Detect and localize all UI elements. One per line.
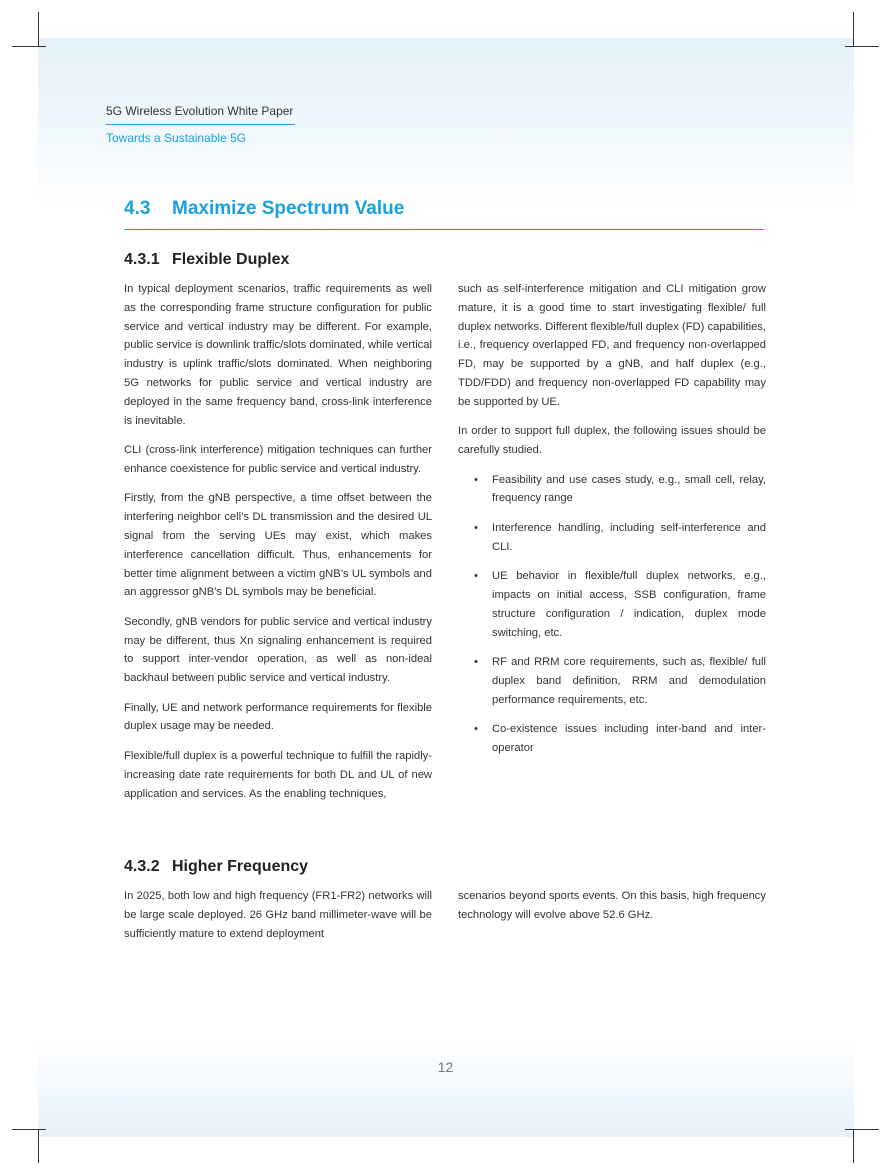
flexible-duplex-right-column: [458, 280, 766, 768]
crop-mark: [853, 1129, 854, 1163]
section-title: Maximize Spectrum Value: [172, 198, 405, 219]
bullet-icon: •: [474, 723, 478, 736]
crop-mark: [853, 12, 854, 46]
crop-mark: [845, 46, 879, 47]
crop-mark: [38, 1129, 39, 1163]
higher-frequency-right-column: [458, 887, 766, 935]
section-heading: [124, 198, 404, 220]
page-number: 12: [437, 1059, 454, 1075]
section-divider: [124, 229, 764, 230]
running-header-subtitle: Towards a Sustainable 5G: [106, 131, 247, 145]
subsection-number: 4.3.1: [124, 251, 160, 268]
subsection-title: Higher Frequency: [172, 858, 309, 875]
list-item: [458, 471, 766, 509]
flexible-duplex-left-column: [124, 280, 432, 814]
header-divider: [106, 124, 295, 125]
subsection-title: Flexible Duplex: [172, 251, 290, 268]
crop-mark: [38, 12, 39, 46]
list-item-text: RF and RRM core requirements, such as, flexible/ full duplex band definition, RRM and demodulation performance requirements, etc.: [492, 655, 766, 706]
running-header-title: 5G Wireless Evolution White Paper: [106, 104, 294, 118]
body-paragraph: such as self-interference mitigation and CLI mitigation grow mature, it is a good time to start investigating flexible/ full duplex networks. Different flexible/full duplex (FD) capabilities, i.e., frequency overlapped FD, and frequency non-overlapped FD, may be supported by a gNB, and half duplex (e.g., TDD/FDD) and frequency non-overlapped FD capability may be supported by UE.: [458, 283, 766, 408]
list-item: [458, 567, 766, 642]
bullet-icon: •: [474, 570, 478, 583]
crop-mark: [12, 1129, 46, 1130]
list-item: [458, 519, 766, 557]
subsection-heading-higher-frequency: [124, 858, 308, 876]
body-paragraph: Finally, UE and network performance requirements for flexible duplex usage may be needed.: [124, 701, 432, 733]
list-item: [458, 720, 766, 758]
body-paragraph: In typical deployment scenarios, traffic requirements as well as the corresponding frame structure configuration for public service and vertical industry may be different. For example, public service is downlink traffic/slots dominated, while vertical industry is uplink traffic/slots dominated. When neighboring 5G networks for public service and vertical industry are deployed in the same frequency band, cross-link interference is inevitable.: [124, 283, 432, 427]
crop-mark: [12, 46, 46, 47]
body-paragraph: Firstly, from the gNB perspective, a time offset between the interfering neighbor cell’s DL transmission and the desired UL signal from the serving UEs may exist, which makes interference cancellation difficult. Thus, enhancements for better time alignment between a victim gNB’s UL symbols and an aggressor gNB’s DL symbols may be beneficial.: [124, 492, 432, 599]
bullet-icon: •: [474, 655, 478, 668]
body-paragraph: CLI (cross-link interference) mitigation techniques can further enhance coexistence for public service and vertical industry.: [124, 444, 432, 475]
list-item-text: Interference handling, including self-interference and CLI.: [492, 521, 766, 553]
section-number: 4.3: [124, 198, 151, 219]
list-item: [458, 653, 766, 709]
subsection-heading-flexible-duplex: [124, 251, 289, 269]
body-paragraph: In 2025, both low and high frequency (FR1-FR2) networks will be large scale deployed. 26 GHz band millimeter-wave will be sufficiently mature to extend deployment: [124, 890, 432, 940]
list-item-text: Co-existence issues including inter-band and inter-operator: [492, 723, 766, 754]
higher-frequency-left-column: [124, 887, 432, 954]
bullet-icon: •: [474, 473, 478, 486]
list-item-text: UE behavior in flexible/full duplex networks, e.g., impacts on initial access, SSB configuration, frame structure configuration / indication, duplex mode switching, etc.: [492, 570, 766, 639]
crop-mark: [845, 1129, 879, 1130]
bullet-icon: •: [474, 521, 478, 534]
body-paragraph: In order to support full duplex, the following issues should be carefully studied.: [458, 425, 766, 457]
body-paragraph: scenarios beyond sports events. On this basis, high frequency technology will evolve above 52.6 GHz.: [458, 890, 766, 921]
issues-bullet-list: [458, 471, 766, 758]
body-paragraph: Flexible/full duplex is a powerful technique to fulfill the rapidly-increasing date rate requirements for both DL and UL of new application and services. As the enabling techniques,: [124, 749, 432, 800]
list-item-text: Feasibility and use cases study, e.g., small cell, relay, frequency range: [492, 473, 766, 505]
subsection-number: 4.3.2: [124, 858, 160, 875]
body-paragraph: Secondly, gNB vendors for public service and vertical industry may be different, thus Xn signaling enhancement is required to support inter-vendor operation, as well as non-ideal backhaul between public service and vertical industry.: [124, 615, 432, 685]
